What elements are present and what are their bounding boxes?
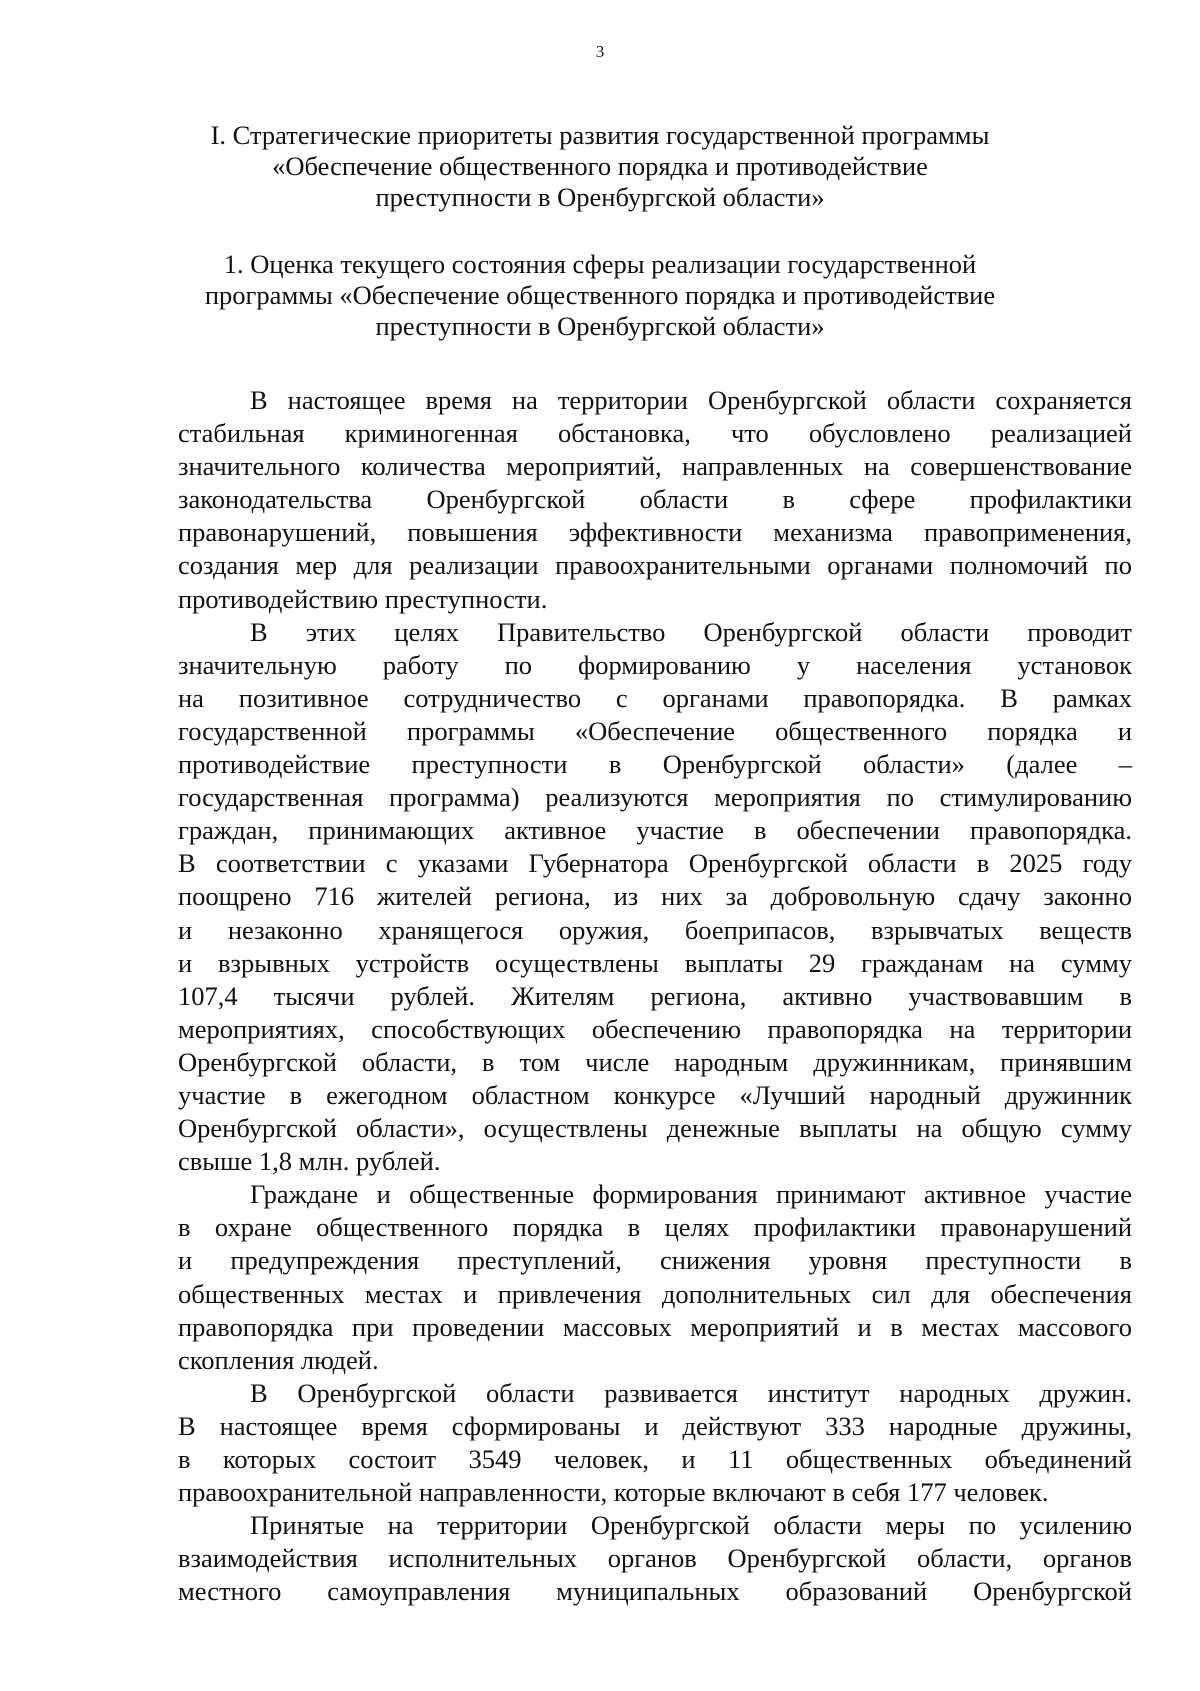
paragraph-line: создания мер для реализации правоохранительными органами полномочий по: [178, 550, 1132, 581]
section-title-line: преступности в Оренбургской области»: [375, 182, 825, 212]
paragraph-line: В Оренбургской области развивается институт народных дружин.: [250, 1377, 1132, 1408]
paragraph-line: и взрывных устройств осуществлены выплаты 29 гражданам на сумму: [178, 947, 1132, 978]
section-title-line: «Обеспечение общественного порядка и противодействие: [272, 151, 928, 181]
paragraph-line: В настоящее время на территории Оренбургской области сохраняется: [250, 385, 1132, 415]
paragraph-line: 107,4 тысячи рублей. Жителям региона, активно участвовавшим в: [178, 980, 1132, 1011]
paragraph-line: значительную работу по формированию у населения установок: [178, 649, 1132, 680]
paragraph-line: Принятые на территории Оренбургской области меры по усилению: [250, 1510, 1132, 1541]
paragraph-line: и незаконно хранящегося оружия, боеприпасов, взрывчатых веществ: [178, 914, 1132, 945]
paragraph: [178, 384, 1132, 616]
paragraph-line: взаимодействия исполнительных органов Оренбургской области, органов: [178, 1543, 1132, 1574]
paragraph-line: законодательства Оренбургской области в сфере профилактики: [178, 484, 1132, 515]
paragraph: [178, 1178, 1132, 1377]
paragraph-line: общественных местах и привлечения дополнительных сил для обеспечения: [178, 1278, 1132, 1309]
paragraph-line: В настоящее время сформированы и действуют 333 народные дружины,: [178, 1410, 1132, 1441]
paragraph-line: значительного количества мероприятий, направленных на совершенствование: [178, 451, 1132, 482]
subsection-title-line: преступности в Оренбургской области»: [375, 311, 825, 341]
paragraph-line: мероприятиях, способствующих обеспечению правопорядка на территории: [178, 1013, 1132, 1044]
paragraph-line: в охране общественного порядка в целях профилактики правонарушений: [178, 1212, 1132, 1243]
section-title: [0, 120, 1200, 213]
paragraph-line: в которых состоит 3549 человек, и 11 общественных объединений: [178, 1444, 1132, 1474]
paragraph-line: свыше 1,8 млн. рублей.: [178, 1146, 441, 1177]
paragraph-line: Оренбургской области», осуществлены денежные выплаты на общую сумму: [178, 1113, 1132, 1144]
paragraph-line: правопорядка при проведении массовых мероприятий и в местах массового: [178, 1311, 1132, 1342]
paragraph-line: противодействие преступности в Оренбургской области» (далее –: [178, 749, 1132, 780]
document-body: [178, 384, 1132, 1608]
paragraph-line: и предупреждения преступлений, снижения уровня преступности в: [178, 1245, 1132, 1276]
section-title-line: I. Стратегические приоритеты развития государственной программы: [210, 120, 990, 150]
paragraph-line: стабильная криминогенная обстановка, что обусловлено реализацией: [178, 418, 1132, 449]
paragraph-line: Граждане и общественные формирования принимают активное участие: [250, 1179, 1132, 1210]
subsection-title: [0, 249, 1200, 342]
paragraph-line: на позитивное сотрудничество с органами правопорядка. В рамках: [178, 682, 1132, 713]
paragraph: [178, 1509, 1132, 1608]
paragraph-line: противодействию преступности.: [178, 583, 548, 614]
paragraph-line: правонарушений, повышения эффективности механизма правоприменения,: [178, 517, 1132, 548]
subsection-title-line: 1. Оценка текущего состояния сферы реализации государственной: [223, 249, 977, 279]
paragraph: [178, 1377, 1132, 1509]
paragraph-line: правоохранительной направленности, которые включают в себя 177 человек.: [178, 1477, 1049, 1508]
paragraph-line: участие в ежегодном областном конкурсе «Лучший народный дружинник: [178, 1079, 1132, 1110]
subsection-title-line: программы «Обеспечение общественного порядка и противодействие: [204, 280, 996, 310]
paragraph-line: государственной программы «Обеспечение общественного порядка и: [178, 715, 1132, 746]
paragraph-line: поощрено 716 жителей региона, из них за добровольную сдачу законно: [178, 881, 1132, 912]
paragraph-line: В этих целях Правительство Оренбургской области проводит: [250, 616, 1132, 647]
page-number: 3: [595, 42, 605, 61]
paragraph-line: государственная программа) реализуются мероприятия по стимулированию: [178, 782, 1132, 813]
paragraph-line: В соответствии с указами Губернатора Оренбургской области в 2025 году: [178, 848, 1132, 879]
paragraph-line: граждан, принимающих активное участие в обеспечении правопорядка.: [178, 815, 1132, 846]
paragraph-line: Оренбургской области, в том числе народным дружинникам, принявшим: [178, 1046, 1132, 1077]
paragraph-line: скопления людей.: [178, 1344, 379, 1375]
paragraph-line: местного самоуправления муниципальных образований Оренбургской: [178, 1576, 1132, 1607]
paragraph: [178, 616, 1132, 1179]
